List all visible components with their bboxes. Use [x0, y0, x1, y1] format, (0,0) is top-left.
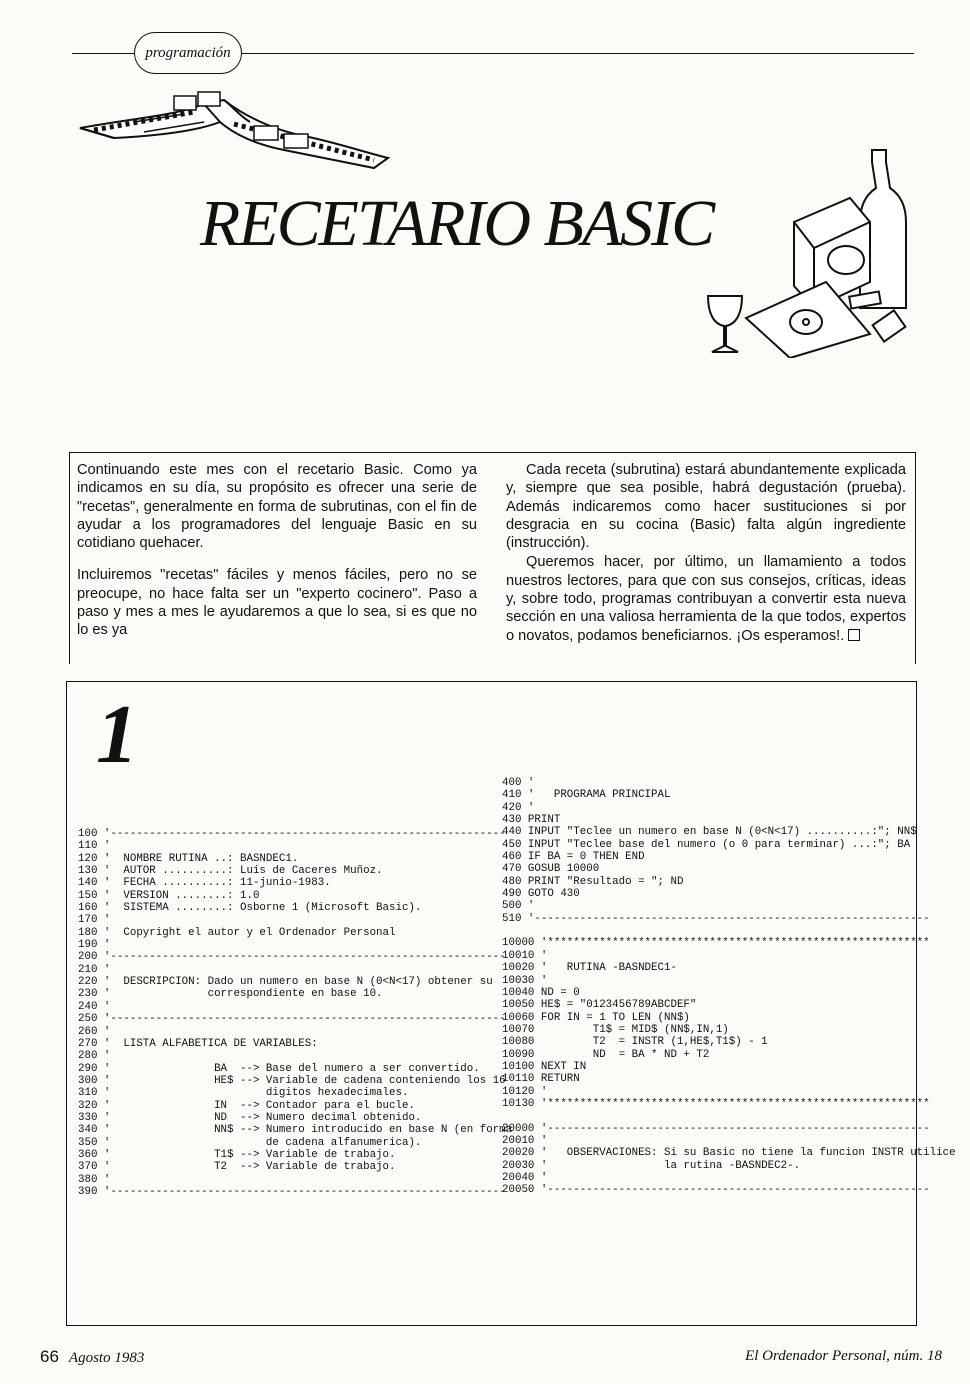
code-line: 510 '------------------------------------------------------------- [502, 912, 930, 925]
code-line: 10130 '*********************************************************** [502, 1097, 930, 1110]
code-line: 220 ' DESCRIPCION: Dado un numero en base N (0<N<17) obtener su [78, 976, 493, 989]
footer-left [40, 1347, 144, 1367]
intro-paragraph: Incluiremos "recetas" fáciles y menos fáciles, pero no se preocupe, no hace falta ser un "experto cocinero". Paso a paso y mes a mes le ayudaremos a que lo sea, si es que no lo es ya [77, 567, 477, 639]
code-line: 380 ' [78, 1173, 111, 1186]
code-line: 460 IF BA = 0 THEN END [502, 851, 645, 864]
code-line: 410 ' PROGRAMA PRINCIPAL [502, 789, 671, 802]
code-line: 10040 ND = 0 [502, 986, 580, 999]
code-line: 400 ' [502, 777, 535, 789]
code-line: 310 ' digitos hexadecimales. [78, 1087, 409, 1100]
code-line: 270 ' LISTA ALFABETICA DE VARIABLES: [78, 1037, 318, 1050]
code-line: 360 ' T1$ --> Variable de trabajo. [78, 1148, 396, 1161]
code-line: 430 PRINT [502, 814, 561, 827]
code-line: 10030 ' [502, 974, 548, 987]
intro-box [69, 452, 916, 664]
still-life-illustration [700, 148, 910, 358]
code-line: 10010 ' [502, 949, 548, 962]
code-line: 10100 NEXT IN [502, 1060, 587, 1073]
code-line: 20020 ' OBSERVACIONES: Si su Basic no tiene la funcion INSTR utilice [502, 1147, 956, 1160]
code-line: 330 ' ND --> Numero decimal obtenido. [78, 1111, 422, 1124]
code-line: 500 ' [502, 900, 535, 913]
code-line: 420 ' [502, 801, 535, 814]
code-line: 20030 ' la rutina -BASNDEC2-. [502, 1159, 801, 1172]
code-line: 130 ' AUTOR ..........: Luis de Caceres Muñoz. [78, 865, 383, 878]
closing-text: Queremos hacer, por último, un llamamiento a todos nuestros lectores, para que con sus consejos, críticas, ideas y, sobre todo, programas contribuyan a convertir esta nueva sección en una valiosa herramienta de la que todos, expertos o novatos, podamos beneficiarnos. ¡Os esperamos!. [506, 554, 906, 644]
code-line: 490 GOTO 430 [502, 888, 580, 901]
code-line: 340 ' NN$ --> Numero introducido en base N (en forma [78, 1124, 513, 1137]
code-line: 10070 T1$ = MID$ (NN$,IN,1) [502, 1023, 729, 1036]
code-listing-left [78, 828, 512, 1198]
intro-paragraph: Continuando este mes con el recetario Basic. Como ya indicamos en su día, su propósito es ofrecer una serie de "recetas", generalmente en forma de subrutinas, con el fin de ayudar a los programadores del lenguaje Basic en su cotidiano quehacer. [77, 462, 477, 552]
code-line: 280 ' [78, 1050, 111, 1063]
code-line: 250 '------------------------------------------------------------- [78, 1013, 506, 1026]
code-line: 290 ' BA --> Base del numero a ser convertido. [78, 1062, 480, 1075]
issue-date: Agosto 1983 [68, 1350, 145, 1366]
code-line: 20010 ' [502, 1134, 548, 1147]
code-line: 10000 '*********************************************************** [502, 937, 930, 950]
film-strip-illustration [74, 86, 394, 186]
code-line: 10080 T2 = INSTR (1,HE$,T1$) - 1 [502, 1036, 768, 1049]
code-line: 320 ' IN --> Contador para el bucle. [78, 1099, 415, 1112]
code-line: 10060 FOR IN = 1 TO LEN (NN$) [502, 1011, 690, 1024]
code-line: 200 '------------------------------------------------------------- [78, 951, 506, 964]
code-line: 170 ' [78, 914, 111, 927]
code-line: 100 '------------------------------------------------------------- [78, 828, 506, 840]
code-line: 230 ' correspondiente en base 10. [78, 988, 383, 1001]
code-line: 450 INPUT "Teclee base del numero (o 0 para terminar) ...:"; BA [502, 838, 911, 851]
intro-paragraph: Cada receta (subrutina) estará abundantemente explicada y, siempre que sea posible, habrá degustación (prueba). Además indicaremos como hacer sustituciones si por desgracia en su cocina (Basic) falta algún ingrediente (instrucción). [506, 462, 906, 552]
code-line: 390 '------------------------------------------------------------- [78, 1185, 506, 1198]
code-line: 10120 ' [502, 1085, 548, 1098]
code-line: 210 ' [78, 963, 111, 976]
code-line: 20040 ' [502, 1172, 548, 1184]
code-line: 150 ' VERSION ........: 1.0 [78, 889, 260, 902]
intro-paragraph [506, 553, 906, 644]
code-line: 10020 ' RUTINA -BASNDEC1- [502, 962, 677, 975]
code-line: 260 ' [78, 1025, 111, 1038]
code-line: 10110 RETURN [502, 1073, 580, 1086]
code-line: 350 ' de cadena alfanumerica). [78, 1136, 422, 1149]
code-line: 470 GOSUB 10000 [502, 863, 600, 876]
publication-name: El Ordenador Personal, núm. 18 [745, 1348, 942, 1364]
code-line: 480 PRINT "Resultado = "; ND [502, 875, 684, 888]
code-line: 110 ' [78, 840, 111, 853]
intro-right-column [506, 461, 906, 645]
code-line: 190 ' [78, 939, 111, 952]
page-number: 66 [40, 1347, 59, 1366]
code-line: 300 ' HE$ --> Variable de cadena conteniendo los 16 [78, 1074, 506, 1087]
code-line: 180 ' Copyright el autor y el Ordenador Personal [78, 926, 396, 939]
code-line: 10090 ND = BA * ND + T2 [502, 1048, 710, 1061]
code-line: 370 ' T2 --> Variable de trabajo. [78, 1161, 396, 1174]
code-line: 160 ' SISTEMA ........: Osborne 1 (Microsoft Basic). [78, 902, 422, 915]
page-title: RECETARIO BASIC [200, 187, 714, 260]
code-line: 240 ' [78, 1000, 111, 1013]
code-line: 20050 '----------------------------------------------------------- [502, 1184, 930, 1197]
end-mark-icon [848, 629, 860, 641]
intro-left-column [77, 461, 477, 654]
code-line: 440 INPUT "Teclee un numero en base N (0<N<17) ..........:"; NN$ [502, 826, 917, 839]
code-listing-right [502, 777, 956, 1197]
recipe-number: 1 [96, 688, 138, 781]
code-line: 20000 '----------------------------------------------------------- [502, 1122, 930, 1135]
code-line: 120 ' NOMBRE RUTINA ..: BASNDEC1. [78, 852, 299, 865]
section-label: programación [134, 32, 242, 74]
code-line: 10050 HE$ = "0123456789ABCDEF" [502, 999, 697, 1012]
code-line: 140 ' FECHA ..........: 11-junio-1983. [78, 877, 331, 890]
